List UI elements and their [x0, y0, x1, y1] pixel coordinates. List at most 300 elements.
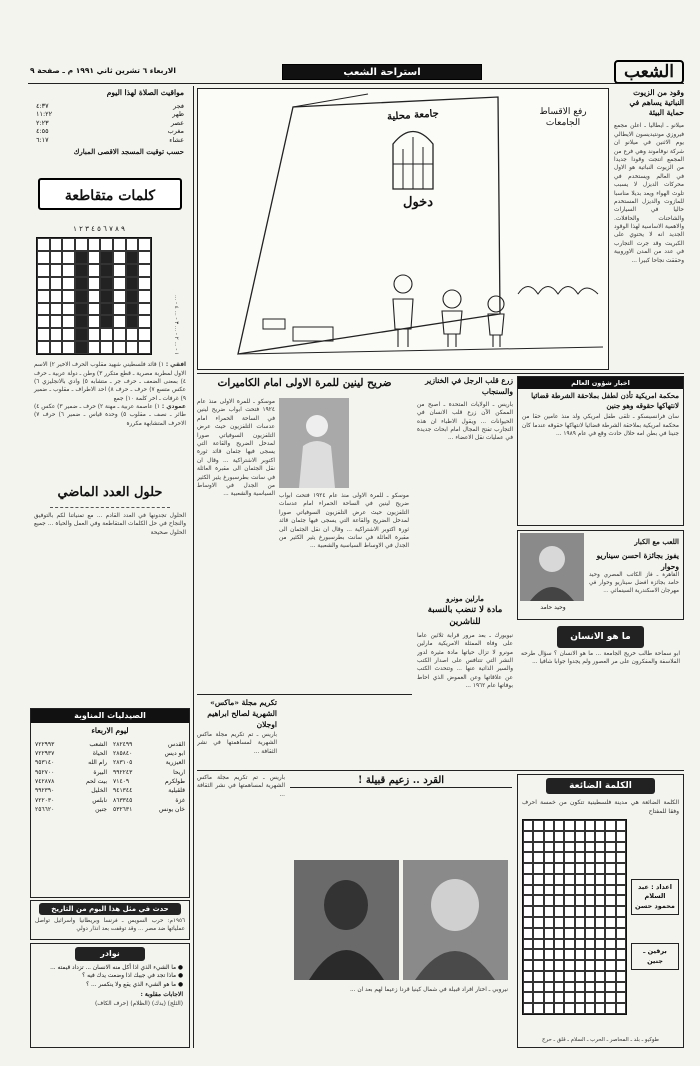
lost-word-cell[interactable] [605, 971, 615, 982]
lost-word-cell[interactable] [605, 949, 615, 960]
crossword-cell[interactable] [50, 341, 63, 354]
lost-word-cell[interactable] [554, 939, 564, 950]
lost-word-grid[interactable] [522, 819, 627, 1015]
lost-word-cell[interactable] [564, 992, 574, 1003]
lost-word-cell[interactable] [595, 971, 605, 982]
lost-word-cell[interactable] [564, 982, 574, 993]
crossword-cell[interactable] [113, 251, 126, 264]
crossword-cell[interactable] [138, 341, 151, 354]
lost-word-cell[interactable] [523, 960, 533, 971]
lost-word-cell[interactable] [564, 863, 574, 874]
pharmacy-row [35, 749, 107, 758]
crossword-cell[interactable] [75, 277, 88, 290]
lost-word-cell[interactable] [554, 917, 564, 928]
crossword-cell[interactable] [75, 315, 88, 328]
lost-word-cell[interactable] [533, 992, 543, 1003]
crossword-cell[interactable] [37, 238, 50, 251]
lost-word-cell[interactable] [523, 971, 533, 982]
lost-word-cell[interactable] [595, 885, 605, 896]
lost-word-cell[interactable] [575, 992, 585, 1003]
lost-word-cell[interactable] [605, 939, 615, 950]
lost-word-cell[interactable] [575, 863, 585, 874]
lost-word-cell[interactable] [595, 874, 605, 885]
crossword-cell[interactable] [126, 341, 139, 354]
lost-word-cell[interactable] [554, 874, 564, 885]
ground-line [238, 347, 603, 354]
crossword-cell[interactable] [75, 290, 88, 303]
lost-word-cell[interactable] [585, 928, 595, 939]
lost-word-cell[interactable] [554, 960, 564, 971]
crossword-grid[interactable] [36, 237, 152, 355]
prayer-row [36, 110, 184, 118]
lost-word-cell[interactable] [554, 842, 564, 853]
lost-word-cell[interactable] [564, 928, 574, 939]
crossword-cell[interactable] [100, 341, 113, 354]
solution-box [30, 478, 190, 703]
figure-2-icon [442, 290, 462, 347]
crossword-cell[interactable] [100, 315, 113, 328]
lost-word-cell[interactable] [585, 874, 595, 885]
lost-word-cell[interactable] [595, 928, 605, 939]
lost-word-cell[interactable] [533, 852, 543, 863]
lost-word-cell[interactable] [616, 971, 626, 982]
lost-word-cell[interactable] [616, 917, 626, 928]
lost-word-cell[interactable] [585, 820, 595, 831]
lost-word-cell[interactable] [564, 842, 574, 853]
lost-word-cell[interactable] [585, 863, 595, 874]
lost-word-cell[interactable] [564, 1003, 574, 1014]
lost-word-cell[interactable] [605, 917, 615, 928]
lost-word-cell[interactable] [544, 842, 554, 853]
proverbs-lines [31, 964, 189, 989]
lost-word-cell[interactable] [564, 895, 574, 906]
crossword-cell[interactable] [126, 264, 139, 277]
crossword-cell[interactable] [113, 290, 126, 303]
lost-word-cell[interactable] [605, 831, 615, 842]
lost-word-cell[interactable] [523, 895, 533, 906]
crossword-cell[interactable] [113, 315, 126, 328]
crossword-cell[interactable] [62, 328, 75, 341]
lost-word-cell[interactable] [616, 982, 626, 993]
lost-word-cell[interactable] [523, 939, 533, 950]
lost-word-cell[interactable] [523, 842, 533, 853]
lost-word-cell[interactable] [595, 939, 605, 950]
lost-word-cell[interactable] [544, 928, 554, 939]
lost-word-cell[interactable] [575, 982, 585, 993]
lost-word-cell[interactable] [533, 874, 543, 885]
lost-word-cell[interactable] [585, 949, 595, 960]
pharmacy-name: اريحا [173, 768, 185, 776]
lost-word-location: برقين ـ جنين [631, 943, 679, 970]
lost-word-cell[interactable] [595, 982, 605, 993]
lost-word-cell[interactable] [585, 885, 595, 896]
lost-word-cell[interactable] [544, 949, 554, 960]
human-body: ابو سماحة طالب خريج الجامعة ... ما هو الانسان ؟ سؤال طرحه الفلاسفة والمفكرون على مر العصور ولم يجدوا جوابا شافيا ... [521, 651, 680, 666]
pharmacy-row [113, 749, 185, 758]
lost-word-cell[interactable] [605, 895, 615, 906]
pharmacies-column-b [35, 740, 107, 814]
lost-word-cell[interactable] [533, 971, 543, 982]
lost-word-cell[interactable] [533, 939, 543, 950]
lost-word-cell[interactable] [616, 1003, 626, 1014]
lost-word-cell[interactable] [564, 939, 574, 950]
lost-word-cell[interactable] [605, 874, 615, 885]
syria-title: تكريم مجلة «ماكس» الشهرية لصالح ابراهيم اوجلان [207, 698, 277, 729]
human-article [517, 624, 684, 764]
lost-word-cell[interactable] [595, 895, 605, 906]
lost-word-cell[interactable] [544, 820, 554, 831]
prayer-time: ٢:٢٣ [36, 118, 49, 127]
lost-word-cell[interactable] [533, 949, 543, 960]
lost-word-cell[interactable] [554, 895, 564, 906]
pharmacy-row [35, 786, 107, 795]
lost-word-cell[interactable] [575, 1003, 585, 1014]
lost-word-cell[interactable] [575, 885, 585, 896]
transplant-title: زرع قلب الرجل في الخنازير والسنجاب [425, 376, 513, 396]
lost-word-cell[interactable] [575, 895, 585, 906]
crossword-cell[interactable] [113, 277, 126, 290]
lost-word-cell[interactable] [523, 949, 533, 960]
lost-word-cell[interactable] [605, 906, 615, 917]
lost-word-cell[interactable] [605, 928, 615, 939]
lost-word-cell[interactable] [554, 992, 564, 1003]
lost-word-cell[interactable] [616, 992, 626, 1003]
lost-word-cell[interactable] [616, 831, 626, 842]
lost-word-cell[interactable] [533, 885, 543, 896]
lost-word-cell[interactable] [533, 831, 543, 842]
lost-word-cell[interactable] [595, 831, 605, 842]
crossword-cell[interactable] [100, 251, 113, 264]
lost-word-cell[interactable] [616, 874, 626, 885]
crossword-cell[interactable] [50, 315, 63, 328]
section-title: استراحة الشعب [282, 64, 482, 80]
pharmacy-row [35, 768, 107, 777]
crossword-cell[interactable] [126, 238, 139, 251]
crossword-cell[interactable] [88, 303, 101, 316]
lost-word-cell[interactable] [544, 971, 554, 982]
lost-word-cell[interactable] [544, 874, 554, 885]
crossword-cell[interactable] [113, 341, 126, 354]
lost-word-cell[interactable] [595, 906, 605, 917]
pharmacy-tel: ٥٣٢٦٣١ [113, 805, 133, 813]
crossword-cell[interactable] [62, 238, 75, 251]
lost-word-cell[interactable] [554, 863, 564, 874]
crossword-cell[interactable] [75, 341, 88, 354]
lost-word-cell[interactable] [544, 906, 554, 917]
lost-word-cell[interactable] [554, 820, 564, 831]
lost-word-cell[interactable] [554, 982, 564, 993]
crossword-cell[interactable] [138, 251, 151, 264]
lost-word-cell[interactable] [616, 928, 626, 939]
lost-word-cell[interactable] [533, 906, 543, 917]
crossword-cell[interactable] [75, 264, 88, 277]
lost-word-cell[interactable] [575, 949, 585, 960]
crossword-cell[interactable] [100, 328, 113, 341]
lost-word-cell[interactable] [616, 939, 626, 950]
crossword-cell[interactable] [138, 238, 151, 251]
crossword-cell[interactable] [62, 341, 75, 354]
building-wall [238, 97, 500, 354]
lost-word-cell[interactable] [575, 928, 585, 939]
crossword-cell[interactable] [37, 303, 50, 316]
lost-word-cell[interactable] [544, 992, 554, 1003]
lost-word-cell[interactable] [585, 831, 595, 842]
crossword-cell[interactable] [88, 277, 101, 290]
lost-word-cell[interactable] [533, 928, 543, 939]
crossword-cell[interactable] [62, 315, 75, 328]
crossword-cell[interactable] [62, 264, 75, 277]
crossword-cell[interactable] [62, 303, 75, 316]
lost-word-cell[interactable] [605, 820, 615, 831]
lost-word-cell[interactable] [523, 982, 533, 993]
pharmacy-tel: ٧١٤٠٩ [113, 778, 130, 786]
lost-word-cell[interactable] [595, 917, 605, 928]
lost-word-cell[interactable] [595, 842, 605, 853]
lost-word-cell[interactable] [595, 863, 605, 874]
crossword-cell[interactable] [88, 251, 101, 264]
lost-word-cell[interactable] [595, 949, 605, 960]
pharmacy-row [35, 777, 107, 786]
crossword-cell[interactable] [126, 303, 139, 316]
cartoon-sign-label: رفع الاقساط الجامعات [539, 107, 587, 128]
lost-word-cell[interactable] [533, 960, 543, 971]
lost-word-cell[interactable] [575, 852, 585, 863]
pharmacy-name: جنين [95, 805, 107, 813]
lost-word-cell[interactable] [605, 842, 615, 853]
lost-word-cell[interactable] [575, 939, 585, 950]
crossword-cell[interactable] [62, 251, 75, 264]
lost-word-cell[interactable] [544, 863, 554, 874]
lost-word-cell[interactable] [616, 852, 626, 863]
lost-word-cell[interactable] [595, 1003, 605, 1014]
lost-word-cell[interactable] [523, 820, 533, 831]
crossword-cell[interactable] [113, 328, 126, 341]
prayer-title: مواقيت الصلاة لهذا اليوم [106, 88, 184, 97]
lost-word-cell[interactable] [585, 1003, 595, 1014]
crossword-cell[interactable] [37, 264, 50, 277]
lost-word-cell[interactable] [585, 971, 595, 982]
crossword-cell[interactable] [50, 290, 63, 303]
crossword-cell[interactable] [138, 290, 151, 303]
lost-word-cell[interactable] [544, 885, 554, 896]
lost-word-cell[interactable] [585, 917, 595, 928]
crossword-cell[interactable] [126, 290, 139, 303]
lost-word-cell[interactable] [595, 852, 605, 863]
crossword-cell[interactable] [88, 328, 101, 341]
crossword-cell[interactable] [138, 264, 151, 277]
lost-word-cell[interactable] [595, 992, 605, 1003]
lost-word-cell[interactable] [523, 917, 533, 928]
screenplay-photo [520, 533, 584, 601]
lost-word-cell[interactable] [564, 852, 574, 863]
lost-word-cell[interactable] [575, 842, 585, 853]
lost-word-cell[interactable] [533, 863, 543, 874]
crossword-cell[interactable] [88, 264, 101, 277]
crossword-cell[interactable] [88, 290, 101, 303]
lost-word-cell[interactable] [533, 1003, 543, 1014]
lost-word-cell[interactable] [605, 992, 615, 1003]
crossword-cell[interactable] [126, 328, 139, 341]
crossword-cell[interactable] [88, 315, 101, 328]
lost-word-cell[interactable] [605, 982, 615, 993]
lost-word-cell[interactable] [544, 917, 554, 928]
crossword-cell[interactable] [100, 264, 113, 277]
lost-word-cell[interactable] [523, 885, 533, 896]
lost-word-cell[interactable] [616, 885, 626, 896]
lost-word-cell[interactable] [616, 820, 626, 831]
lost-word-cell[interactable] [616, 895, 626, 906]
lost-word-cell[interactable] [554, 928, 564, 939]
crossword-cell[interactable] [75, 251, 88, 264]
crossword-cell[interactable] [138, 303, 151, 316]
lost-word-cell[interactable] [575, 906, 585, 917]
lost-word-cell[interactable] [575, 917, 585, 928]
lost-word-cell[interactable] [564, 874, 574, 885]
crossword-cell[interactable] [88, 238, 101, 251]
lost-word-cell[interactable] [523, 852, 533, 863]
lost-word-cell[interactable] [533, 982, 543, 993]
lost-word-cell[interactable] [616, 863, 626, 874]
lost-word-cell[interactable] [533, 917, 543, 928]
lost-word-cell[interactable] [533, 895, 543, 906]
lost-word-cell[interactable] [523, 874, 533, 885]
lost-word-cell[interactable] [585, 842, 595, 853]
lost-word-cell[interactable] [544, 1003, 554, 1014]
crossword-cell[interactable] [75, 238, 88, 251]
crossword-cell[interactable] [126, 315, 139, 328]
crossword-cell[interactable] [50, 238, 63, 251]
lost-word-cell[interactable] [585, 982, 595, 993]
lost-word-cell[interactable] [523, 831, 533, 842]
lost-word-cell[interactable] [616, 949, 626, 960]
lost-word-cell[interactable] [533, 842, 543, 853]
lost-word-cell[interactable] [554, 949, 564, 960]
lost-word-cell[interactable] [585, 960, 595, 971]
crossword-cell[interactable] [37, 315, 50, 328]
crossword-cell[interactable] [37, 328, 50, 341]
crossword-cell[interactable] [75, 303, 88, 316]
lost-word-cell[interactable] [523, 928, 533, 939]
lost-word-cell[interactable] [585, 906, 595, 917]
lost-word-cell[interactable] [564, 906, 574, 917]
crossword-cell[interactable] [100, 290, 113, 303]
crossword-cell[interactable] [50, 303, 63, 316]
lost-word-cell[interactable] [595, 820, 605, 831]
pharmacy-tel: ٩٤١٣٤٤ [113, 787, 133, 795]
crossword-cell[interactable] [62, 290, 75, 303]
lost-word-cell[interactable] [564, 917, 574, 928]
lost-word-cell[interactable] [575, 874, 585, 885]
lost-word-cell[interactable] [595, 960, 605, 971]
lost-word-cell[interactable] [616, 960, 626, 971]
lost-word-cell[interactable] [544, 960, 554, 971]
crossword-cell[interactable] [62, 277, 75, 290]
crossword-cell[interactable] [113, 303, 126, 316]
lost-word-cell[interactable] [605, 960, 615, 971]
crossword-cell[interactable] [138, 277, 151, 290]
lost-word-cell[interactable] [554, 852, 564, 863]
lost-word-cell[interactable] [544, 982, 554, 993]
screenplay-body: القاهرة ـ فاز الكاتب المصري وحيد حامد بجائزة افضل سيناريو وحوار في مهرجان الاسكندرية السينمائي ... [589, 572, 679, 595]
lost-word-cell[interactable] [544, 831, 554, 842]
crossword-cell[interactable] [88, 341, 101, 354]
crossword-cell[interactable] [113, 264, 126, 277]
crossword-cell[interactable] [75, 328, 88, 341]
lost-word-cell[interactable] [605, 863, 615, 874]
lost-word-cell[interactable] [605, 885, 615, 896]
crossword-cell[interactable] [100, 277, 113, 290]
down-clues: ١) عاصمة عربية ـ مهنة ٢) حرف ـ ضمير ٣) عكس ٤) طائر ـ نصف ـ مقلوب ٥) وحدة قياس ـ ضمير ٦) حرف ٧) الاحرف المتشابهة مكررة [34, 404, 186, 427]
lost-word-cell[interactable] [564, 971, 574, 982]
crossword-cell[interactable] [113, 238, 126, 251]
crossword-cell[interactable] [100, 238, 113, 251]
crossword-cell[interactable] [50, 264, 63, 277]
lost-word-cell[interactable] [523, 992, 533, 1003]
lost-word-cell[interactable] [605, 852, 615, 863]
crossword-cell[interactable] [100, 303, 113, 316]
crossword-cell[interactable] [126, 277, 139, 290]
lost-word-cell[interactable] [554, 1003, 564, 1014]
pharmacy-tel: ٨٦٣٣٤٥ [113, 796, 133, 804]
crossword-cell[interactable] [126, 251, 139, 264]
crossword-cell[interactable] [37, 290, 50, 303]
lost-word-cell[interactable] [554, 971, 564, 982]
lost-word-cell[interactable] [523, 906, 533, 917]
lost-word-cell[interactable] [554, 906, 564, 917]
lost-word-cell[interactable] [616, 906, 626, 917]
lost-word-cell[interactable] [585, 992, 595, 1003]
lost-word-cell[interactable] [523, 1003, 533, 1014]
lost-word-cell[interactable] [564, 885, 574, 896]
monkey-photo-1 [294, 860, 399, 980]
lost-word-cell[interactable] [554, 885, 564, 896]
lost-word-cell[interactable] [616, 842, 626, 853]
lost-word-cell[interactable] [585, 852, 595, 863]
lost-word-cell[interactable] [554, 831, 564, 842]
crossword-cell[interactable] [50, 251, 63, 264]
crossword-cell[interactable] [37, 341, 50, 354]
crossword-cell[interactable] [50, 277, 63, 290]
crossword-cell[interactable] [138, 315, 151, 328]
lost-word-cell[interactable] [544, 939, 554, 950]
lost-word-cell[interactable] [585, 939, 595, 950]
lost-word-cell[interactable] [575, 960, 585, 971]
lost-word-cell[interactable] [544, 852, 554, 863]
lost-word-cell[interactable] [575, 820, 585, 831]
lost-word-cell[interactable] [605, 1003, 615, 1014]
lost-word-cell[interactable] [533, 820, 543, 831]
page-header [0, 0, 700, 84]
lost-word-cell[interactable] [585, 895, 595, 906]
logo: الشعب [614, 60, 684, 84]
lost-word-cell[interactable] [564, 949, 574, 960]
pharmacy-name: بيت لحم [86, 778, 107, 786]
court-title: محكمة امريكية تأذن لطفل بملاحقة الشرطة قضائيا لانتهاكها حقوقه وهو جنين [531, 391, 679, 411]
proverbs-answers-label: الاجابات مقلوبة : [140, 991, 183, 999]
crossword-cell[interactable] [37, 277, 50, 290]
crossword-cell[interactable] [50, 328, 63, 341]
lost-word-cell[interactable] [564, 831, 574, 842]
pharmacies-column-a [113, 740, 185, 814]
lost-word-cell[interactable] [564, 960, 574, 971]
lost-word-cell[interactable] [523, 863, 533, 874]
lost-word-cell[interactable] [544, 895, 554, 906]
lost-word-cell[interactable] [575, 971, 585, 982]
crossword-cell[interactable] [37, 251, 50, 264]
crossword-cell[interactable] [138, 328, 151, 341]
lost-word-cell[interactable] [575, 831, 585, 842]
lost-word-cell[interactable] [564, 820, 574, 831]
